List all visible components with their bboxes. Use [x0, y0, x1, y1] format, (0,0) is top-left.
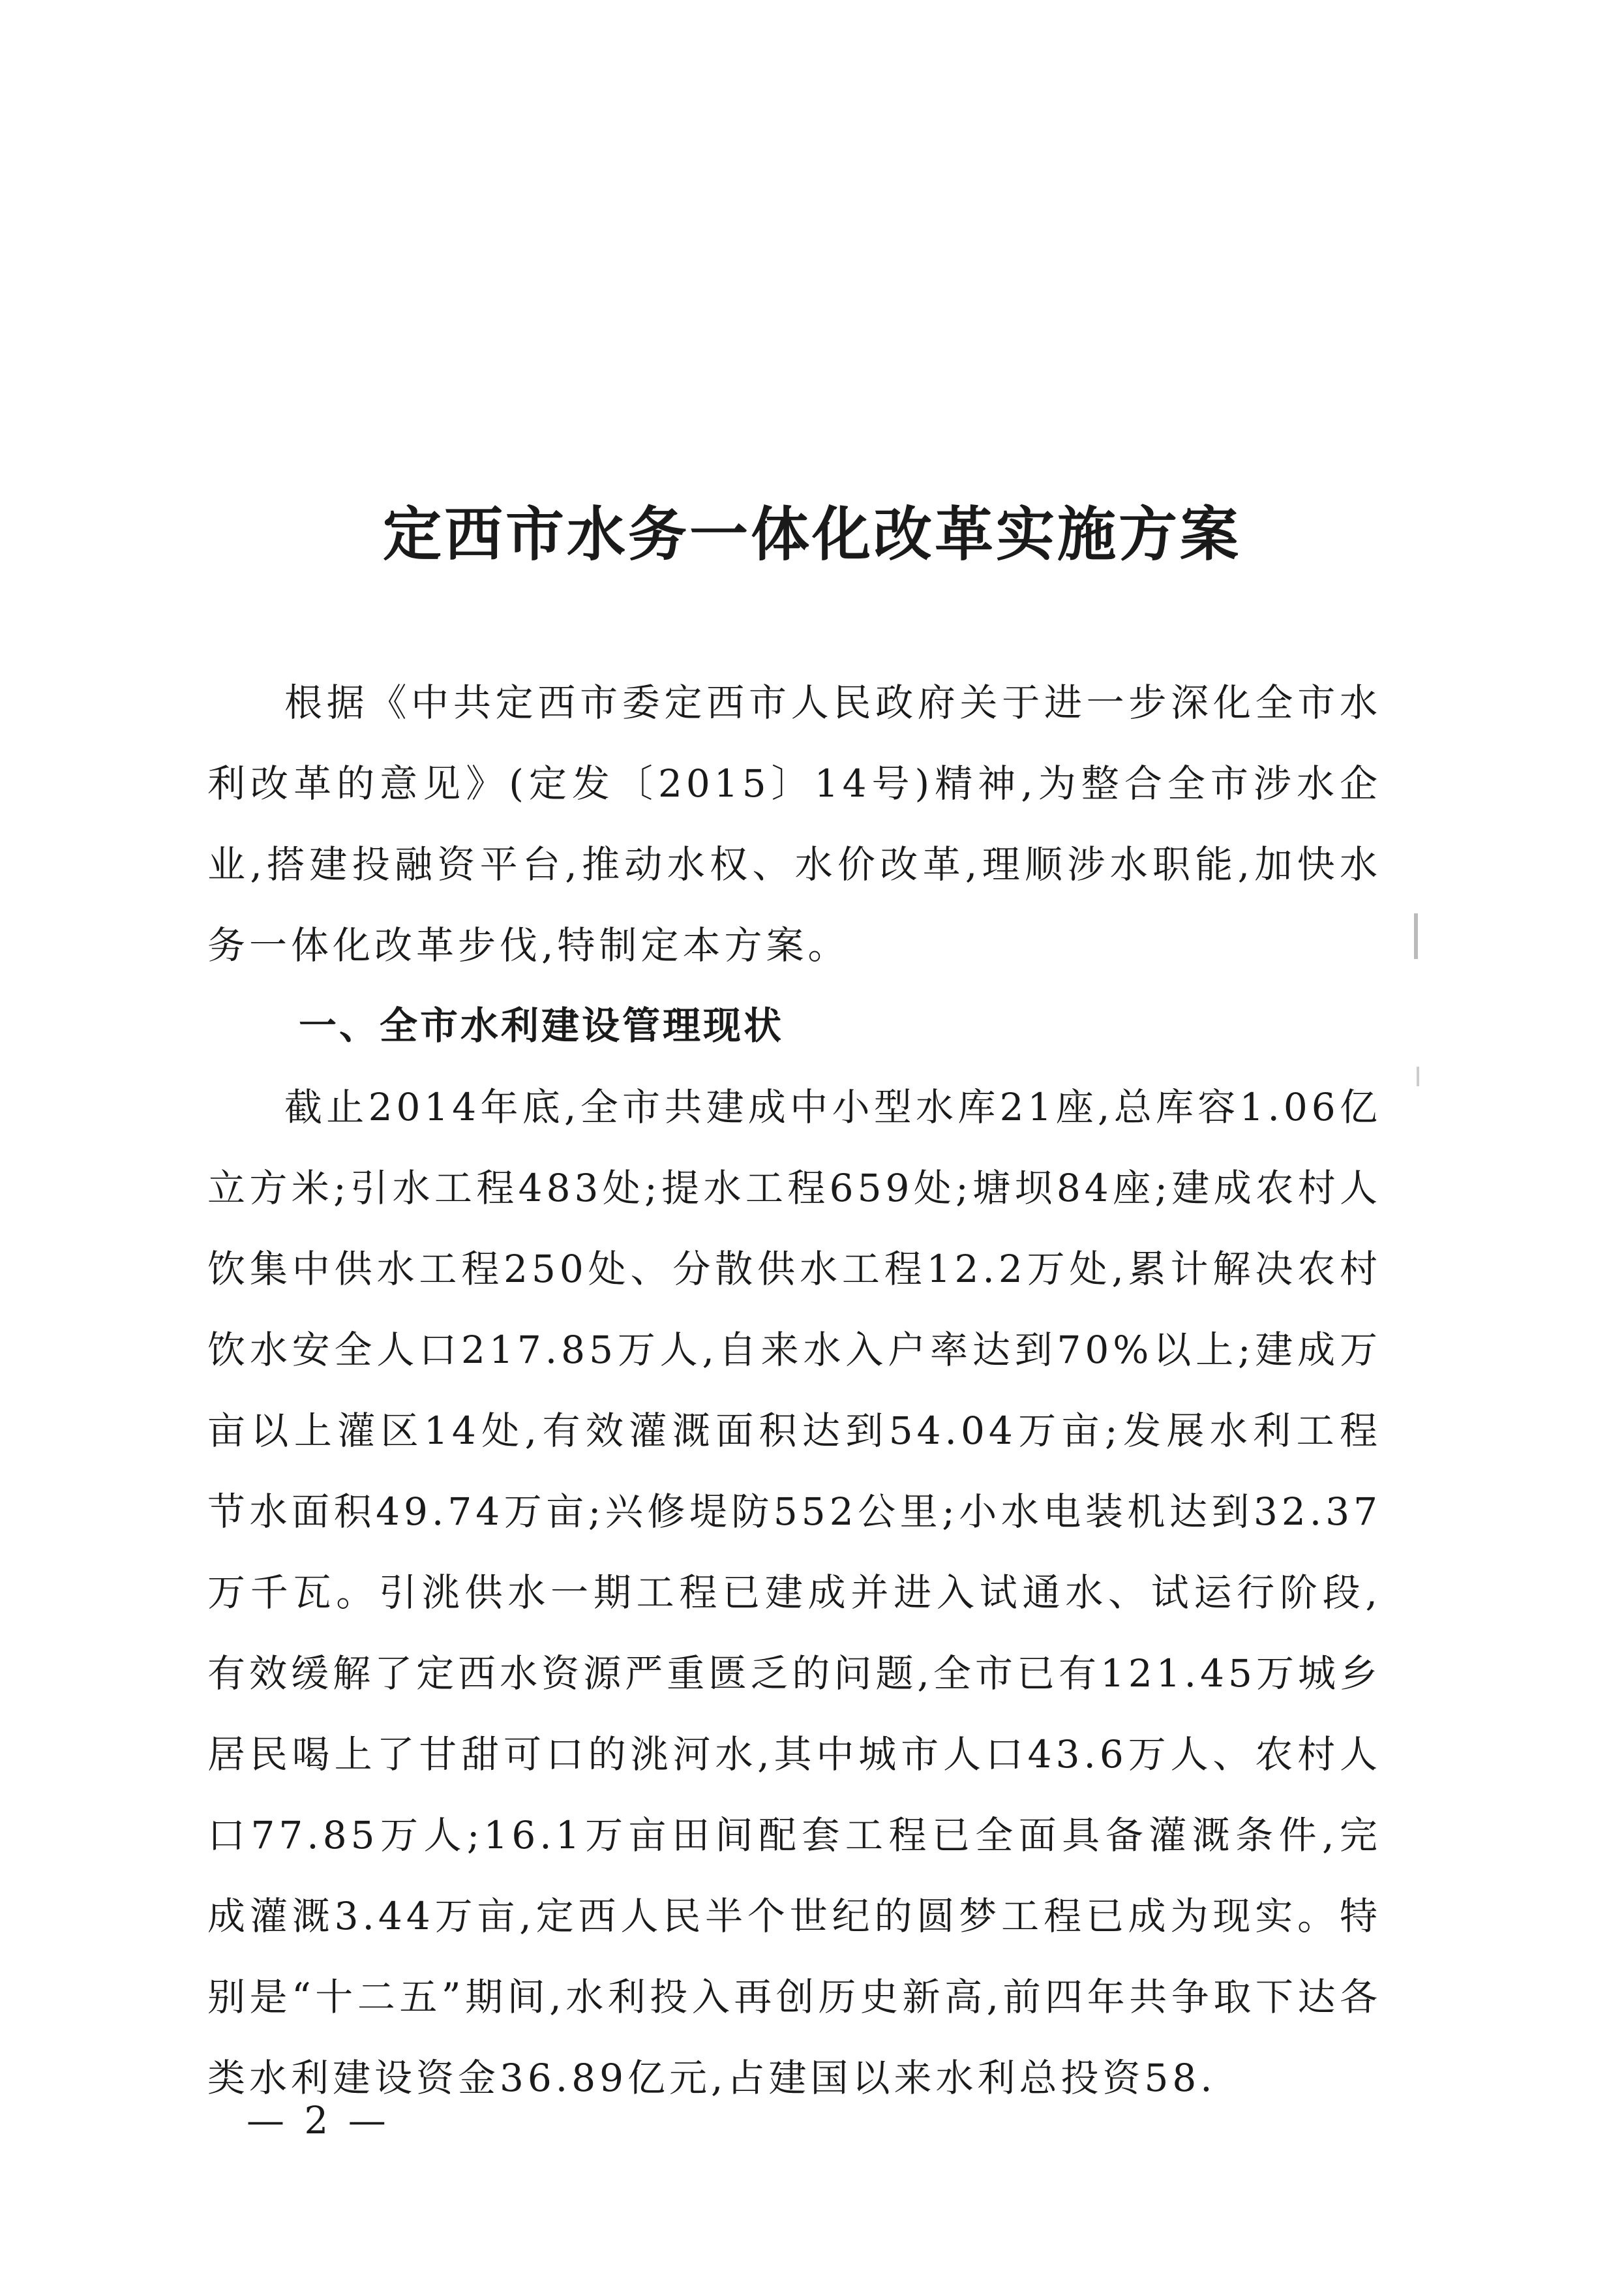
section-heading: 一、全市水利建设管理现状	[299, 1003, 785, 1048]
page-number: — 2 —	[247, 2098, 390, 2142]
intro-paragraph: 根据《中共定西市委定西市人民政府关于进一步深化全市水利改革的意见》(定发〔2015〕14号)精神,为整合全市涉水企业,搭建投融资平台,推动水权、水价改革,理顺涉水职能,加快水务一体化改革步伐,特制定本方案。	[207, 680, 1381, 968]
document-title: 定西市水务一体化改革实施方案	[383, 500, 1241, 569]
status-paragraph: 截止2014年底,全市共建成中小型水库21座,总库容1.06亿立方米;引水工程483处;提水工程659处;塘坝84座;建成农村人饮集中供水工程250处、分散供水工程12.2万处,累计解决农村饮水安全人口217.85万人,自来水入户率达到70%以上;建成万亩以上灌区14处,有效灌溉面积达到54.04万亩;发展水利工程节水面积49.74万亩;兴修堤防552公里;小水电装机达到32.37万千瓦。引洮供水一期工程已建成并进入试通水、试运行阶段,有效缓解了定西水资源严重匮乏的问题,全市已有121.45万城乡居民喝上了甘甜可口的洮河水,其中城市人口43.6万人、农村人口77.85万人;16.1万亩田间配套工程已全面具备灌溉条件,完成灌溉3.44万亩,定西人民半个世纪的圆梦工程已成为现实。特别是“十二五”期间,水利投入再创历史新高,前四年共争取下达各类水利建设资金36.89亿元,占建国以来水利总投资58.	[207, 1085, 1381, 2100]
scan-margin-mark	[1417, 1067, 1419, 1086]
scan-margin-mark	[1414, 913, 1418, 959]
